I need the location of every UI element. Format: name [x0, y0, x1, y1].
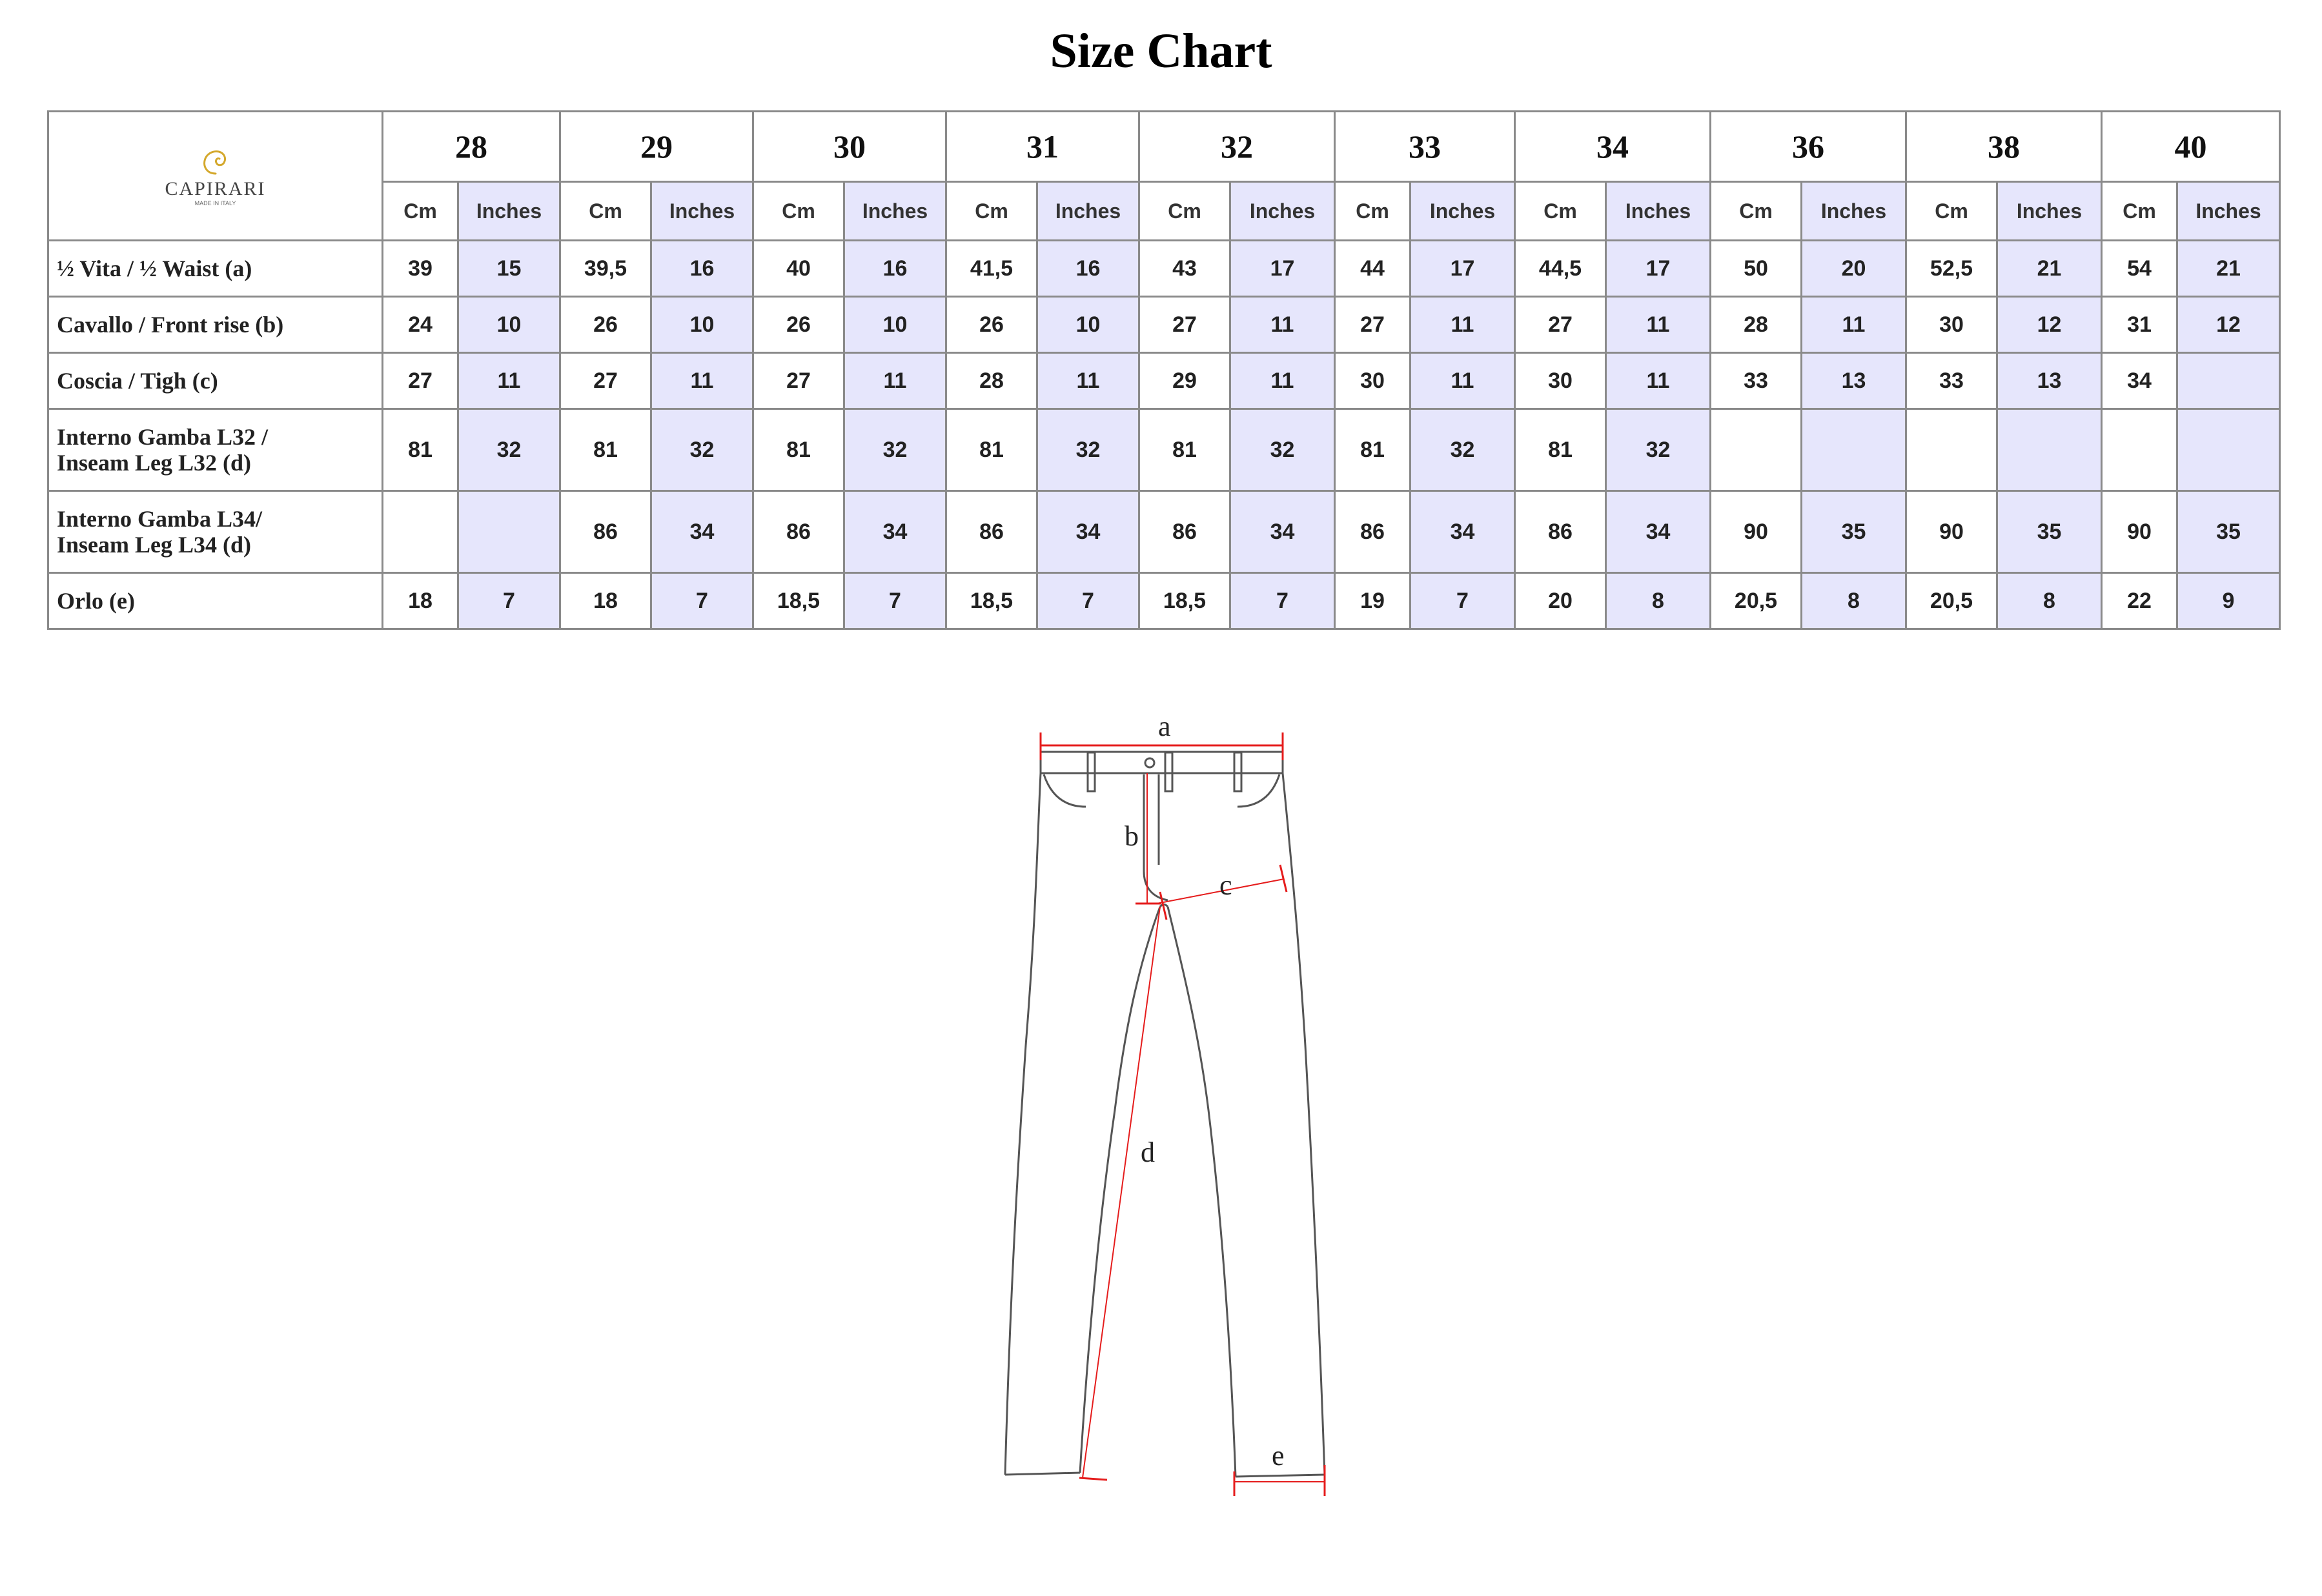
- row-label: [48, 409, 383, 491]
- cell-cm: 44,5: [1515, 241, 1606, 297]
- cell-cm: 81: [560, 409, 651, 491]
- cell-inches: 35: [1997, 491, 2102, 573]
- cell-inches: 11: [1037, 353, 1139, 409]
- row-label: [48, 353, 383, 409]
- cell-cm: 81: [753, 409, 844, 491]
- cell-inches: 11: [1411, 297, 1515, 353]
- cell-cm: 22: [2102, 573, 2177, 629]
- measurement-lines: [1041, 732, 1325, 1496]
- cell-cm: 20,5: [1711, 573, 1802, 629]
- cell-inches: 21: [2177, 241, 2280, 297]
- cell-inches: 21: [1997, 241, 2102, 297]
- cell-inches: 7: [844, 573, 946, 629]
- cell-cm: [1711, 409, 1802, 491]
- cell-cm: 26: [560, 297, 651, 353]
- cell-cm: 18: [383, 573, 458, 629]
- measure-line-d: [1083, 907, 1160, 1478]
- cell-inches: 7: [651, 573, 753, 629]
- cell-cm: 39,5: [560, 241, 651, 297]
- cell-cm: 27: [753, 353, 844, 409]
- cell-cm: 33: [1711, 353, 1802, 409]
- row-label-line: Cavallo / Front rise (b): [57, 312, 284, 338]
- row-label-line: ½ Vita / ½ Waist (a): [57, 256, 252, 281]
- cell-cm: 41,5: [946, 241, 1037, 297]
- cell-inches: 7: [1230, 573, 1335, 629]
- table-row: [48, 573, 2280, 629]
- cell-cm: 28: [1711, 297, 1802, 353]
- cell-inches: 7: [458, 573, 560, 629]
- cell-cm: 29: [1139, 353, 1230, 409]
- cell-inches: 34: [1037, 491, 1139, 573]
- size-header: 30: [753, 112, 946, 182]
- cell-cm: 33: [1906, 353, 1997, 409]
- cell-cm: 18,5: [753, 573, 844, 629]
- size-header: 32: [1139, 112, 1335, 182]
- cell-inches: 11: [1411, 353, 1515, 409]
- cell-inches: 10: [651, 297, 753, 353]
- cell-inches: [2177, 353, 2280, 409]
- brand-logo-cell: [48, 112, 383, 241]
- cell-cm: 34: [2102, 353, 2177, 409]
- label-b: b: [1125, 820, 1139, 852]
- unit-header-cm: Cm: [946, 182, 1037, 241]
- cell-cm: 28: [946, 353, 1037, 409]
- brand-swirl-icon: [199, 145, 232, 177]
- cell-inches: [2177, 409, 2280, 491]
- row-label-line: Interno Gamba L32 /: [57, 424, 269, 450]
- cell-inches: 20: [1802, 241, 1906, 297]
- cell-inches: 16: [651, 241, 753, 297]
- table-row: [48, 491, 2280, 573]
- table-row: [48, 353, 2280, 409]
- unit-header-cm: Cm: [1515, 182, 1606, 241]
- cell-cm: 90: [1711, 491, 1802, 573]
- cell-cm: 31: [2102, 297, 2177, 353]
- cell-inches: 13: [1997, 353, 2102, 409]
- cell-cm: 81: [1335, 409, 1411, 491]
- cell-cm: 86: [1515, 491, 1606, 573]
- cell-cm: 52,5: [1906, 241, 1997, 297]
- row-label: [48, 573, 383, 629]
- cell-inches: [1997, 409, 2102, 491]
- cell-cm: 18,5: [1139, 573, 1230, 629]
- cell-cm: 86: [560, 491, 651, 573]
- cell-cm: [1906, 409, 1997, 491]
- page-title: Size Chart: [1050, 24, 1272, 78]
- cell-inches: 11: [1606, 353, 1711, 409]
- cell-cm: 90: [1906, 491, 1997, 573]
- cell-cm: [383, 491, 458, 573]
- pants-outline: [1005, 752, 1325, 1477]
- unit-header-cm: Cm: [560, 182, 651, 241]
- row-label-line: Coscia / Tigh (c): [57, 368, 218, 394]
- unit-header-cm: Cm: [1906, 182, 1997, 241]
- cell-inches: 10: [844, 297, 946, 353]
- cell-cm: 26: [753, 297, 844, 353]
- cell-inches: 34: [844, 491, 946, 573]
- unit-header-inches: Inches: [1037, 182, 1139, 241]
- unit-header-inches: Inches: [1802, 182, 1906, 241]
- cell-cm: 81: [383, 409, 458, 491]
- cell-inches: 11: [458, 353, 560, 409]
- unit-header-inches: Inches: [651, 182, 753, 241]
- size-header: 36: [1711, 112, 1906, 182]
- size-header: 31: [946, 112, 1139, 182]
- cell-inches: [1802, 409, 1906, 491]
- cell-cm: 27: [1335, 297, 1411, 353]
- unit-header-inches: Inches: [1411, 182, 1515, 241]
- cell-cm: 30: [1906, 297, 1997, 353]
- belt-loop: [1165, 753, 1172, 791]
- cell-cm: 40: [753, 241, 844, 297]
- cell-inches: 35: [2177, 491, 2280, 573]
- cell-cm: 27: [1515, 297, 1606, 353]
- cell-cm: 86: [1335, 491, 1411, 573]
- cell-inches: 34: [1606, 491, 1711, 573]
- cell-inches: 32: [844, 409, 946, 491]
- cell-cm: 86: [753, 491, 844, 573]
- cell-inches: 7: [1037, 573, 1139, 629]
- unit-header-cm: Cm: [1139, 182, 1230, 241]
- table-row: [48, 297, 2280, 353]
- cell-inches: 34: [651, 491, 753, 573]
- unit-header-inches: Inches: [844, 182, 946, 241]
- size-header: 40: [2102, 112, 2280, 182]
- pants-measurement-diagram: [986, 710, 1354, 1523]
- cell-cm: 39: [383, 241, 458, 297]
- size-header: 33: [1335, 112, 1515, 182]
- size-header: 34: [1515, 112, 1711, 182]
- row-label-line: Inseam Leg L32 (d): [57, 450, 252, 476]
- cell-inches: 11: [1802, 297, 1906, 353]
- row-label: [48, 241, 383, 297]
- cell-cm: 19: [1335, 573, 1411, 629]
- cell-inches: 8: [1802, 573, 1906, 629]
- row-label-line: Interno Gamba L34/: [57, 506, 263, 532]
- belt-loop: [1234, 753, 1241, 791]
- brand-name: CAPIRARI: [165, 177, 266, 199]
- measure-tick: [1280, 865, 1287, 892]
- row-label: [48, 297, 383, 353]
- cell-inches: 10: [458, 297, 560, 353]
- cell-inches: 11: [651, 353, 753, 409]
- cell-cm: 81: [1139, 409, 1230, 491]
- unit-header-cm: Cm: [383, 182, 458, 241]
- unit-header-inches: Inches: [458, 182, 560, 241]
- cell-inches: 34: [1411, 491, 1515, 573]
- cell-cm: 18,5: [946, 573, 1037, 629]
- size-header: 38: [1906, 112, 2102, 182]
- cell-inches: 15: [458, 241, 560, 297]
- cell-inches: 32: [1230, 409, 1335, 491]
- unit-header-inches: Inches: [1230, 182, 1335, 241]
- cell-cm: 44: [1335, 241, 1411, 297]
- brand-tagline: MADE IN ITALY: [194, 199, 236, 207]
- cell-inches: 8: [1606, 573, 1711, 629]
- cell-cm: 86: [946, 491, 1037, 573]
- cell-inches: 35: [1802, 491, 1906, 573]
- cell-inches: 17: [1411, 241, 1515, 297]
- cell-cm: 27: [1139, 297, 1230, 353]
- unit-header-inches: Inches: [1997, 182, 2102, 241]
- cell-cm: 50: [1711, 241, 1802, 297]
- cell-cm: [2102, 409, 2177, 491]
- label-e: e: [1272, 1440, 1285, 1471]
- cell-inches: 8: [1997, 573, 2102, 629]
- cell-inches: 32: [1037, 409, 1139, 491]
- unit-header-cm: Cm: [1335, 182, 1411, 241]
- row-label-line: Orlo (e): [57, 588, 135, 614]
- cell-inches: 11: [1230, 353, 1335, 409]
- cell-inches: 32: [1606, 409, 1711, 491]
- row-label: [48, 491, 383, 573]
- cell-inches: 11: [1606, 297, 1711, 353]
- cell-inches: 34: [1230, 491, 1335, 573]
- unit-header-cm: Cm: [753, 182, 844, 241]
- cell-inches: 17: [1606, 241, 1711, 297]
- belt-loop: [1088, 753, 1095, 791]
- cell-cm: 27: [383, 353, 458, 409]
- cell-cm: 30: [1515, 353, 1606, 409]
- cell-inches: [458, 491, 560, 573]
- cell-inches: 13: [1802, 353, 1906, 409]
- cell-inches: 17: [1230, 241, 1335, 297]
- cell-cm: 81: [946, 409, 1037, 491]
- cell-inches: 7: [1411, 573, 1515, 629]
- row-label-line: Inseam Leg L34 (d): [57, 532, 252, 558]
- size-header: 29: [560, 112, 753, 182]
- label-d: d: [1141, 1136, 1155, 1168]
- cell-cm: 86: [1139, 491, 1230, 573]
- cell-cm: 90: [2102, 491, 2177, 573]
- cell-inches: 12: [2177, 297, 2280, 353]
- cell-inches: 10: [1037, 297, 1139, 353]
- cell-cm: 54: [2102, 241, 2177, 297]
- cell-cm: 27: [560, 353, 651, 409]
- cell-inches: 32: [651, 409, 753, 491]
- cell-inches: 16: [844, 241, 946, 297]
- cell-cm: 24: [383, 297, 458, 353]
- cell-inches: 32: [458, 409, 560, 491]
- table-row: [48, 409, 2280, 491]
- cell-inches: 9: [2177, 573, 2280, 629]
- cell-cm: 20,5: [1906, 573, 1997, 629]
- brand-logo: [49, 145, 382, 207]
- label-c: c: [1219, 869, 1232, 901]
- cell-cm: 20: [1515, 573, 1606, 629]
- label-a: a: [1158, 711, 1171, 742]
- cell-inches: 32: [1411, 409, 1515, 491]
- cell-inches: 16: [1037, 241, 1139, 297]
- unit-header-cm: Cm: [2102, 182, 2177, 241]
- cell-cm: 43: [1139, 241, 1230, 297]
- size-chart-table: [47, 110, 2281, 630]
- cell-cm: 26: [946, 297, 1037, 353]
- cell-inches: 11: [1230, 297, 1335, 353]
- table-row: [48, 241, 2280, 297]
- unit-header-inches: Inches: [1606, 182, 1711, 241]
- unit-header-cm: Cm: [1711, 182, 1802, 241]
- cell-cm: 30: [1335, 353, 1411, 409]
- measure-tick: [1079, 1478, 1107, 1480]
- cell-inches: 11: [844, 353, 946, 409]
- size-header: 28: [383, 112, 560, 182]
- cell-cm: 18: [560, 573, 651, 629]
- cell-inches: 12: [1997, 297, 2102, 353]
- unit-header-inches: Inches: [2177, 182, 2280, 241]
- cell-cm: 81: [1515, 409, 1606, 491]
